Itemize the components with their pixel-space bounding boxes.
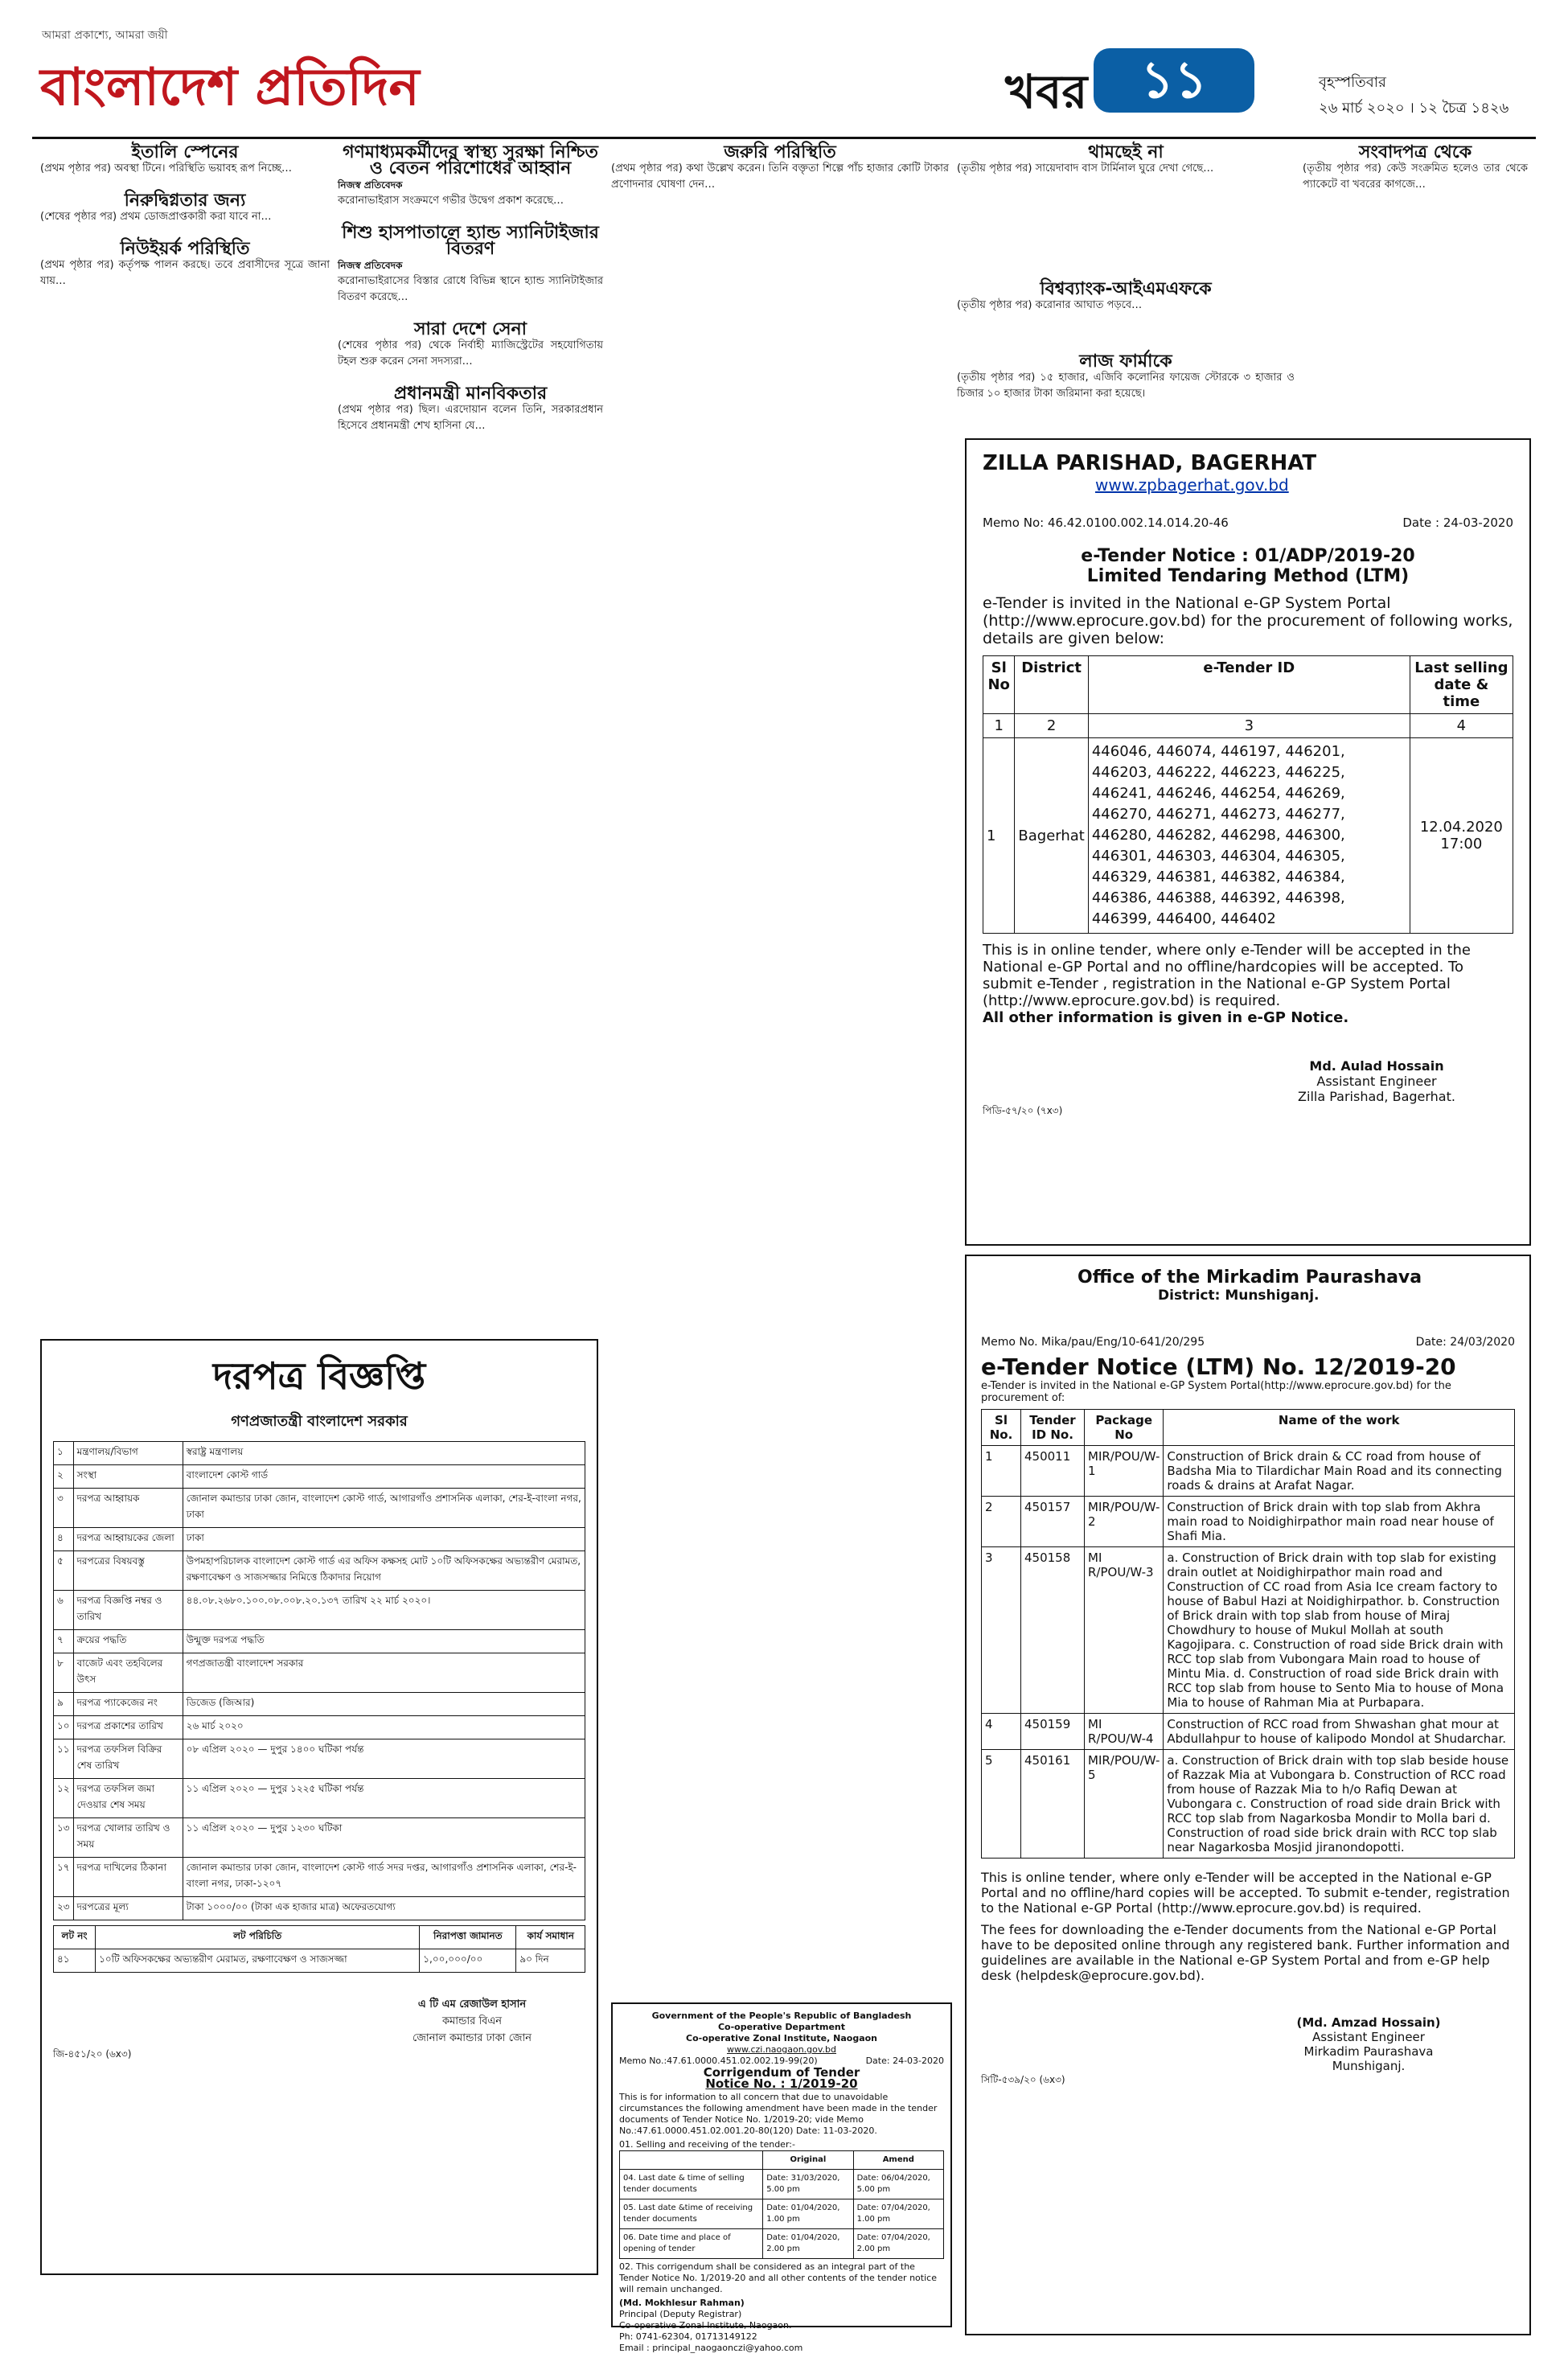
tender-bn-cell: টাকা ১০০০/০০ (টাকা এক হাজার মাত্র) অফেরতযোগ্য [183, 1897, 585, 1920]
mirkadim-cell: 2 [982, 1497, 1021, 1547]
tender-bn-cell: ২৩ [54, 1897, 74, 1920]
mirkadim-cell: 450157 [1021, 1497, 1085, 1547]
mirkadim-cell: MIR/POU/W-1 [1085, 1446, 1164, 1497]
article-title: জরুরি পরিস্থিতি [724, 142, 836, 162]
article-body: (শেষের পৃষ্ঠার পর) থেকে নির্বাহী ম্যাজিস্ট্রেটের সহযোগিতায় টহল শুরু করেন সেনা সদস্যরা… [338, 339, 603, 368]
tender-bn-cell: ৪৪.০৮.২৬৮০.১০০.০৮.০০৮.২০.১৩৭ তারিখ ২২ মার্চ ২০২০। [183, 1591, 585, 1630]
zilla-memo: Memo No: 46.42.0100.002.14.014.20-46 [983, 515, 1229, 530]
article-title: শিশু হাসপাতালে হ্যান্ড স্যানিটাইজার বিতরণ [342, 223, 599, 259]
page-number: ১১ [1094, 48, 1254, 113]
tender-bn-rank: কমান্ডার বিএন [441, 2015, 503, 2027]
mirkadim-cell: 450161 [1021, 1750, 1085, 1859]
mirkadim-cell: Construction of Brick drain & CC road from house of Badsha Mia to Tilardichar Main Road and its connecting roads & drains at Arafat Nagar. [1164, 1446, 1515, 1497]
zilla-num: 1 [983, 714, 1015, 738]
article-title: বিশ্বব্যাংক-আইএমএফকে [1040, 279, 1212, 299]
article-title: ইতালি স্পেনের [131, 142, 239, 162]
mirkadim-header: Package No [1085, 1410, 1164, 1446]
tender-bn-cell: ৩ [54, 1489, 74, 1528]
lot-cell: ১০টি অফিসকক্ষের অভ্যন্তরীণ মেরামত, রক্ষণাবেক্ষণ ও সাজসজ্জা [96, 1949, 420, 1973]
mirkadim-cell: 450158 [1021, 1547, 1085, 1714]
coop-date: Date: 24-03-2020 [865, 2056, 944, 2066]
tender-bn-cell: দরপত্র তফসিল বিক্রির শেষ তারিখ [73, 1739, 183, 1779]
tender-bn-cell: সংস্থা [73, 1465, 183, 1489]
coop-title: Corrigendum of Tender [703, 2065, 860, 2080]
coop-corrigendum [611, 2002, 952, 2353]
article-title: সংবাদপত্র থেকে [1358, 142, 1472, 162]
zilla-header: Sl No [983, 656, 1015, 714]
tender-bn-cell: বাংলাদেশ কোস্ট গার্ড [183, 1465, 585, 1489]
article-emergency [611, 142, 949, 2300]
mirkadim-cell: 1 [982, 1446, 1021, 1497]
masthead-tagline: আমরা প্রকাশ্যে, আমরা জয়ী [42, 29, 168, 42]
coop-line3: Co-operative Zonal Institute, Naogaon [686, 2033, 877, 2043]
mirkadim-table [981, 1409, 1515, 1859]
coop-notice: Notice No. : 1/2019-20 [705, 2076, 858, 2091]
article-title: সারা দেশে সেনা [413, 319, 527, 339]
tender-bn-cell: ৭ [54, 1630, 74, 1653]
issue-date: ২৬ মার্চ ২০২০ । ১২ চৈত্র ১৪২৬ [1319, 100, 1509, 117]
zilla-header: e-Tender ID [1088, 656, 1410, 714]
mirkadim-cell: a. Construction of Brick drain with top slab beside house of Razzak Mia at Vubongara b. Construction of RCC road from house of Razzak Mia to h/o Rafiq Dewan at Vubongara c. Construction of road side drain Brick with RCC top slab from Nagarkosba Mondir to Molla bari d. Construction of road side brick drain with RCC top slab near Nagarkosba Mosjid jiranondopotti. [1164, 1750, 1515, 1859]
article-body: (প্রথম পৃষ্ঠার পর) অবস্থা টিনে। পরিস্থিতি ভয়াবহ রূপ নিচ্ছে… [40, 162, 293, 175]
tender-bn-cell: ১৭ [54, 1858, 74, 1897]
tender-bn-cell: ৫ [54, 1551, 74, 1591]
coop-header: Amend [853, 2151, 943, 2170]
coop-cell: Date: 06/04/2020, 5.00 pm [853, 2170, 943, 2199]
zilla-header: District [1015, 656, 1088, 714]
coop-cell: Date: 07/04/2020, 1.00 pm [853, 2199, 943, 2229]
article-byline: নিজস্ব প্রতিবেদক [338, 260, 403, 271]
mirkadim-header: Tender ID No. [1021, 1410, 1085, 1446]
tender-bn-cell: দরপত্র বিজ্ঞপ্তি নম্বর ও তারিখ [73, 1591, 183, 1630]
article-body: (তৃতীয় পৃষ্ঠার পর) ১৫ হাজার, এজিবি কলোনির ফায়েজ স্টোরকে ৩ হাজার ও চিজার ১০ হাজার টাকা জরিমানা করা হয়েছে। [957, 372, 1295, 400]
tender-bn-cell: দরপত্র প্যাকেজের নং [73, 1693, 183, 1716]
mirkadim-title: Office of the Mirkadim Paurashava [1077, 1267, 1422, 1288]
zilla-num: 4 [1410, 714, 1513, 738]
mirkadim-cell: 450011 [1021, 1446, 1085, 1497]
lot-cell: ১,০০,০০০/০০ [420, 1949, 516, 1973]
article-worldbank [957, 281, 1295, 354]
article-byline: নিজস্ব প্রতিবেদক [338, 179, 403, 191]
coop-cell: Date: 01/04/2020, 2.00 pm [763, 2229, 853, 2259]
tender-bn-post: জোনাল কমান্ডার ঢাকা জোন [412, 2032, 532, 2044]
tender-bn-cell: ১২ [54, 1779, 74, 1818]
coop-line2: Co-operative Department [717, 2022, 845, 2032]
tender-bn-subtitle: গণপ্রজাতন্ত্রী বাংলাদেশ সরকার [231, 1413, 408, 1430]
tender-bn-cell: ৮ [54, 1653, 74, 1693]
mirkadim-header: Name of the work [1164, 1410, 1515, 1446]
tender-bn-cell: ০৮ এপ্রিল ২০২০ — দুপুর ১৪০০ ঘটিকা পর্যন্ত [183, 1739, 585, 1779]
zilla-selling-date: 12.04.2020 17:00 [1410, 738, 1513, 934]
coop-line1: Government of the People's Republic of Bangladesh [651, 2011, 912, 2021]
coop-cell: 06. Date time and place of opening of tender [620, 2229, 763, 2259]
tender-bn-cell: গণপ্রজাতন্ত্রী বাংলাদেশ সরকার [183, 1653, 585, 1693]
zilla-ref: পিডি-৫৭/২০ (৭x৩) [983, 1105, 1063, 1116]
article-column-2 [338, 142, 603, 1327]
tender-bn-cell: দরপত্র আহ্বায়ক [73, 1489, 183, 1528]
zilla-signer-office: Zilla Parishad, Bagerhat. [1298, 1089, 1455, 1104]
article-body: করোনাভাইরাসের বিস্তার রোধে বিভিন্ন স্থানে হ্যান্ড স্যানিটাইজার বিতরণ করেছে… [338, 275, 603, 303]
mirkadim-footer1: This is online tender, where only e-Tender will be accepted in the National e-GP Portal and no offline/hard copies will be accepted. To submit e-tender, registration to the National e-GP Portal (http://www.eprocure.gov.bd) is required. [981, 1870, 1510, 1916]
lot-cell: ৯০ দিন [516, 1949, 585, 1973]
mirkadim-intro: e-Tender is invited in the National e-GP System Portal(http://www.eprocure.gov.bd) for the procurement of: [981, 1380, 1451, 1404]
coop-cell: Date: 07/04/2020, 2.00 pm [853, 2229, 943, 2259]
tender-bn-cell: ১১ [54, 1739, 74, 1779]
mirkadim-signer-place: Munshiganj. [1332, 2059, 1406, 2073]
zilla-title: ZILLA PARISHAD, BAGERHAT [983, 451, 1317, 475]
article-newspaper [1303, 142, 1528, 418]
tender-bn-cell: ১ [54, 1442, 74, 1465]
tender-bn-table [53, 1441, 585, 1920]
masthead-rule [32, 137, 1536, 139]
zilla-method: Limited Tendaring Method (LTM) [1086, 566, 1410, 586]
zilla-web-link[interactable]: www.zpbagerhat.gov.bd [1095, 475, 1289, 495]
mirkadim-cell: a. Construction of Brick drain with top slab for existing drain outlet at Noidighirpathor main road and Construction of CC road from Asia Ice cream factory to house of Babul Hazi at Noidighirpathor. b. Construction of Brick drain with top slab from house of Miraj Chowdhury to house of Mukul Mollah at south Kagojipara. c. Construction of road side Brick drain with RCC top slab from Vubongara Main road to house of Mintu Mia. d. Construction of road side Brick drain with RCC top slab from house to Sento Mia to house of Mona Mia to house of Rahman Mia at Purbapara. [1164, 1547, 1515, 1714]
tender-bn-cell: ১০ [54, 1716, 74, 1739]
coop-point2: 02. This corrigendum shall be considered as an integral part of the Tender Notice No. 1/2019-20 and all other contents of the tender notice will remain unchanged. [619, 2261, 937, 2294]
tender-bn-cell: ঢাকা [183, 1528, 585, 1551]
zilla-date: Date : 24-03-2020 [1402, 515, 1513, 530]
tender-bn-cell: দরপত্রের বিষয়বস্তু [73, 1551, 183, 1591]
coop-table [619, 2150, 944, 2259]
tender-bn-cell: দরপত্র দাখিলের ঠিকানা [73, 1858, 183, 1897]
lot-header: নিরাপত্তা জামানত [420, 1926, 516, 1949]
coop-cell: Date: 01/04/2020, 1.00 pm [763, 2199, 853, 2229]
article-title: থামছেই না [1088, 142, 1164, 162]
article-title: প্রধানমন্ত্রী মানবিকতার [393, 384, 548, 404]
coop-cell: 04. Last date & time of selling tender documents [620, 2170, 763, 2199]
tender-bn-ref: জি-৪৫১/২০ (৬x৩) [53, 2048, 132, 2060]
tender-bn-cell: স্বরাষ্ট্র মন্ত্রণালয় [183, 1442, 585, 1465]
article-not-stopping [957, 142, 1295, 281]
mirkadim-signer: (Md. Amzad Hossain) [1296, 2015, 1441, 2030]
article-body: (প্রথম পৃষ্ঠার পর) কর্তৃপক্ষ পালন করছে। তবে প্রবাসীদের সূত্রে জানা যায়… [40, 259, 330, 287]
tender-bn-title: দরপত্র বিজ্ঞপ্তি [212, 1354, 426, 1398]
zilla-num: 3 [1088, 714, 1410, 738]
mirkadim-cell: MI R/POU/W-4 [1085, 1714, 1164, 1750]
article-title: গণমাধ্যমকর্মীদের স্বাস্থ্য সুরক্ষা নিশ্চিত ও বেতন পরিশোধের আহ্বান [343, 142, 598, 179]
mirkadim-district: District: Munshiganj. [1158, 1288, 1320, 1304]
zilla-footer-bold: All other information is given in e-GP Notice. [983, 1009, 1349, 1026]
coop-signer-office: Co-operative Zonal Institute, Naogaon. [619, 2320, 792, 2331]
mirkadim-footer2: The fees for downloading the e-Tender documents from the National e-GP Portal have to be deposited online through any registered bank. Further information and guidelines are available in the National e-GP System Portal and from e-GP help desk (helpdesk@eprocure.gov.bd). [981, 1922, 1510, 1983]
coop-email: Email : principal_naogaonczi@yahoo.com [619, 2343, 803, 2353]
mirkadim-tender [965, 1255, 1531, 2335]
zilla-sl: 1 [983, 738, 1015, 934]
mirkadim-cell: 450159 [1021, 1714, 1085, 1750]
zilla-parishad-tender [965, 438, 1531, 1246]
zilla-tender-ids: 446046, 446074, 446197, 446201, 446203, 446222, 446223, 446225, 446241, 446246, 446254, 446269, 446270, 446271, 446273, 446277, 446280, 446282, 446298, 446300, 446301, 446303, 446304, 446305, 446329, 446381, 446382, 446384, 446386, 446388, 446392, 446398, 446399, 446400, 446402 [1088, 738, 1410, 934]
zilla-district: Bagerhat [1015, 738, 1088, 934]
tender-bn-cell: বাজেট এবং তহবিলের উৎস [73, 1653, 183, 1693]
tender-bn-cell: ১১ এপ্রিল ২০২০ — দুপুর ১২৩০ ঘটিকা [183, 1818, 585, 1858]
coop-point1: 01. Selling and receiving of the tender:- [619, 2139, 795, 2150]
mirkadim-cell: MIR/POU/W-5 [1085, 1750, 1164, 1859]
tender-bn-cell: উন্মুক্ত দরপত্র পদ্ধতি [183, 1630, 585, 1653]
tender-bn-cell: ২৬ মার্চ ২০২০ [183, 1716, 585, 1739]
lot-header: কার্য সমাধান [516, 1926, 585, 1949]
tender-bn-signer: এ টি এম রেজাউল হাসান [417, 1998, 527, 2011]
mirkadim-cell: MI R/POU/W-3 [1085, 1547, 1164, 1714]
zilla-signer: Md. Aulad Hossain [1309, 1058, 1444, 1074]
mirkadim-cell: Construction of RCC road from Shwashan ghat mour at Abdullahpur to house of kalipodo Mondol at Shudarchar. [1164, 1714, 1515, 1750]
mirkadim-memo: Memo No. Mika/pau/Eng/10-641/20/295 [981, 1336, 1205, 1349]
tender-bn-cell: দরপত্র তফসিল জমা দেওয়ার শেষ সময় [73, 1779, 183, 1818]
article-body: (প্রথম পৃষ্ঠার পর) ছিল। এরদোয়ান বলেন তিনি, সরকারপ্রধান হিসেবে প্রধানমন্ত্রী শেখ হাসিনা যে… [338, 404, 603, 432]
zilla-table [983, 655, 1513, 934]
coop-phone: Ph: 0741-62304, 01713149122 [619, 2331, 757, 2342]
tender-bn-cell: ডিজেড (জিআর) [183, 1693, 585, 1716]
article-body: (শেষের পৃষ্ঠার পর) প্রথম ডোজপ্রাপ্তকারী করা যাবে না… [40, 211, 272, 223]
mirkadim-cell: 3 [982, 1547, 1021, 1714]
article-title: নিরুদ্বিগ্নতার জন্য [124, 191, 246, 211]
lot-cell: ৪১ [54, 1949, 96, 1973]
article-body: (তৃতীয় পৃষ্ঠার পর) সায়েদাবাদ বাস টার্মিনাল ঘুরে দেখা গেছে… [957, 162, 1214, 175]
mirkadim-date: Date: 24/03/2020 [1415, 1336, 1515, 1349]
tender-bn-cell: জোনাল কমান্ডার ঢাকা জোন, বাংলাদেশ কোস্ট গার্ড সদর দপ্তর, আগারগাঁও প্রশাসনিক এলাকা, শের-ই-বাংলা নগর, ঢাকা-১২০৭ [183, 1858, 585, 1897]
tender-bn-cell: ৯ [54, 1693, 74, 1716]
mirkadim-cell: 4 [982, 1714, 1021, 1750]
tender-bn-cell: উপমহাপরিচালক বাংলাদেশ কোস্ট গার্ড এর অফিস কক্ষসহ মোট ১০টি অফিসকক্ষের অভ্যন্তরীণ মেরামত, রক্ষণাবেক্ষণ ও সাজসজ্জার নিমিত্তে ঠিকাদার নিয়োগ [183, 1551, 585, 1591]
coop-memo: Memo No.:47.61.0000.451.02.002.19-99(20) [619, 2056, 818, 2066]
article-body: (তৃতীয় পৃষ্ঠার পর) করোনার আঘাত পড়বে… [957, 299, 1143, 311]
coop-header: Original [763, 2151, 853, 2170]
tender-bn-cell: দরপত্রের মূল্য [73, 1897, 183, 1920]
tender-bn-cell: ৬ [54, 1591, 74, 1630]
coop-intro: This is for information to all concern that due to unavoidable circumstances the following amendment have been made in the tender documents of Tender Notice No. 1/2019-20; vide Memo No.:47.61.0000.451.02.001.20-80(120) Date: 11-03-2020. [619, 2092, 938, 2136]
mirkadim-cell: MIR/POU/W-2 [1085, 1497, 1164, 1547]
zilla-num: 2 [1015, 714, 1088, 738]
issue-day: বৃহস্পতিবার [1319, 74, 1386, 91]
zilla-signer-post: Assistant Engineer [1316, 1074, 1437, 1089]
mirkadim-header: Sl No. [982, 1410, 1021, 1446]
tender-bn-cell: দরপত্র প্রকাশের তারিখ [73, 1716, 183, 1739]
article-italy-spain [40, 142, 330, 1327]
article-body: (প্রথম পৃষ্ঠার পর) কথা উল্লেখ করেন। তিনি বক্তৃতা শিল্পে পাঁচ হাজার কোটি টাকার প্রণোদনার ঘোষণা দেন… [611, 162, 949, 191]
article-title: লাজ ফার্মাকে [1079, 351, 1172, 372]
article-title: নিউইয়র্ক পরিস্থিতি [120, 239, 250, 259]
tender-bn-cell: ২ [54, 1465, 74, 1489]
article-body: করোনাভাইরাস সংক্রমণে গভীর উদ্বেগ প্রকাশ করেছে… [338, 195, 564, 207]
lot-header: লট নং [54, 1926, 96, 1949]
lot-header: লট পরিচিতি [96, 1926, 420, 1949]
coop-signer: (Md. Mokhlesur Rahman) [619, 2298, 745, 2308]
mirkadim-cell: 5 [982, 1750, 1021, 1859]
tender-bn-lot-table [53, 1925, 585, 1973]
zilla-header: Last selling date & time [1410, 656, 1513, 714]
tender-bn-cell: ক্রয়ের পদ্ধতি [73, 1630, 183, 1653]
tender-bn-cell: দরপত্র খোলার তারিখ ও সময় [73, 1818, 183, 1858]
coop-signer-post: Principal (Deputy Registrar) [619, 2309, 742, 2319]
tender-bn-cell: ৪ [54, 1528, 74, 1551]
coop-cell: 05. Last date &time of receiving tender documents [620, 2199, 763, 2229]
mirkadim-ref: সিটি-৫৩৯/২০ (৬x৩) [981, 2074, 1065, 2085]
section-title: খবর [1005, 64, 1088, 119]
coop-web-link[interactable]: www.czi.naogaon.gov.bd [726, 2044, 837, 2055]
coop-cell: Date: 31/03/2020, 5.00 pm [763, 2170, 853, 2199]
zilla-footer: This is in online tender, where only e-Tender will be accepted in the National e-GP Portal and no offline/hardcopies will be accepted. To submit e-Tender , registration in the National e-GP System Portal (http://www.eprocure.gov.bd) is required. [983, 942, 1471, 1009]
zilla-notice: e-Tender Notice : 01/ADP/2019-20 [1081, 546, 1415, 566]
tender-bn-cell: দরপত্র আহ্বায়কের জেলা [73, 1528, 183, 1551]
mirkadim-signer-office: Mirkadim Paurashava [1303, 2044, 1434, 2059]
mirkadim-signer-post: Assistant Engineer [1312, 2030, 1425, 2044]
article-body: (তৃতীয় পৃষ্ঠার পর) কেউ সংক্রমিত হলেও তার থেকে প্যাকেটে বা খবরের কাগজে… [1303, 162, 1528, 191]
tender-bn-cell: জোনাল কমান্ডার ঢাকা জোন, বাংলাদেশ কোস্ট গার্ড, আগারগাঁও প্রশাসনিক এলাকা, শের-ই-বাংলা নগর, ঢাকা [183, 1489, 585, 1528]
coast-guard-tender [40, 1339, 598, 2275]
mirkadim-cell: Construction of Brick drain with top slab from Akhra main road to Noidighirpathor main road near house of Shafi Mia. [1164, 1497, 1515, 1547]
coop-header [620, 2151, 763, 2170]
zilla-intro: e-Tender is invited in the National e-GP System Portal (http://www.eprocure.gov.bd) for the procurement of following works, details are given below: [983, 594, 1513, 647]
tender-bn-cell: ১১ এপ্রিল ২০২০ — দুপুর ১২২৫ ঘটিকা পর্যন্ত [183, 1779, 585, 1818]
mirkadim-notice: e-Tender Notice (LTM) No. 12/2019-20 [981, 1353, 1456, 1380]
article-lab-pharma [957, 351, 1295, 426]
tender-bn-cell: মন্ত্রণালয়/বিভাগ [73, 1442, 183, 1465]
tender-bn-cell: ১৩ [54, 1818, 74, 1858]
newspaper-logo: বাংলাদেশ প্রতিদিন [40, 58, 420, 117]
